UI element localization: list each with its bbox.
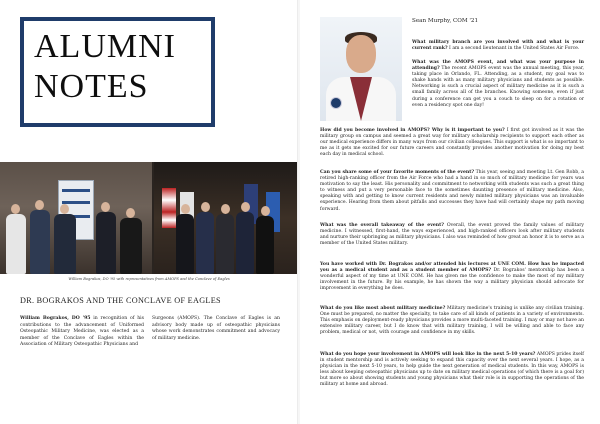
qa-answer: This year, seeing and meeting Lt. Gen Robb, a retired high-ranking officer from the Air Force who had a hand in so much of military medicine for years was motivation to say the least. His personality and commitment to networking with students was such a great thing to witness and put a very personable face to the sometimes daunting presence of military medicine. Also, speaking with and getting to know current residents and newly minted military physicians was an invaluable experience. Hearing from them about pitfalls and successes they have had will certainly shape my path moving forward. [320, 170, 584, 212]
photo-caption: William Bograkos, DO '95 with representatives from AMOPS and the Conclave of Eagles [68, 277, 230, 281]
article-column-1-text: in recognition of his contributions to the advancement of Uniformed Osteopathic Military Medicine, was elected as a member of the Conclave of Eagles within the Association of Military Osteopathic Physicians and [20, 316, 145, 348]
qa-question: You have worked with Dr. Bograkos and/or attended his lectures at UNE COM. How has he impacted you as a medical student and as a student member of AMOPS? [320, 262, 584, 274]
qa-item-1 [412, 40, 584, 52]
qa-answer: I am a second lieutenant in the United States Air Force. [447, 46, 580, 52]
masthead [20, 17, 215, 127]
qa-item-4 [320, 170, 584, 213]
group-photo-right [154, 162, 298, 274]
profile-name: Sean Murphy, COM '21 [412, 18, 479, 24]
qa-question: What was the overall takeaway of the event? [320, 223, 444, 228]
qa-item-2 [412, 60, 584, 109]
group-photo-left [0, 162, 152, 274]
article-column-1 [20, 316, 144, 349]
uniform-patch-icon [330, 97, 342, 109]
article-person-name: William Bograkos, DO '95 [20, 316, 91, 321]
qa-answer: AMOPS prides itself in student mentorship and is actively seeking to expand this capacity over the next several years. I hope, as a physician in the next 5-10 years, to help guide the next generation of medical students. In this way, AMOPS is less about keeping osteopathic physicians up to date on military medical operations (of which there is a goal for) but more so about showing students and young physicians what their role is in supporting the operations of the military at home and abroad. [320, 352, 585, 388]
qa-question: Can you share some of your favorite moments of the event? [320, 170, 475, 175]
qa-item-7 [320, 306, 584, 336]
article-title: DR. BOGRAKOS AND THE CONCLAVE OF EAGLES [20, 296, 221, 305]
qa-answer: Overall, the event proved the family values of military medicine. I witnessed, first-hand, the ways experienced, and high-ranked officers look after military students and nurture their upbringing as military physicians. I also was reminded of how great an honor it is to serve as a member of the United States military. [320, 223, 584, 247]
qa-question: What military branch are you involved with and what is your current rank? [412, 40, 584, 52]
masthead-line-1: ALUMNI [34, 28, 176, 65]
qa-item-3 [320, 128, 584, 158]
qa-question: What was the AMOPS event, and what was your purpose in attending? [412, 60, 584, 72]
qa-item-8 [320, 352, 584, 389]
article-column-2-text: Surgeons (AMOPS). The Conclave of Eagles is an advisory body made up of osteopathic physicians whose work demonstrates commitment and advocacy of military medicine. [152, 316, 280, 341]
event-photos [0, 162, 298, 274]
profile-photo [320, 17, 402, 121]
article-column-2 [152, 316, 280, 342]
qa-item-5 [320, 223, 584, 247]
masthead-line-2: NOTES [34, 68, 149, 105]
qa-answer: Military medicine's training is unlike any civilian training. One must be prepared, no matter the specialty, to take care of all kinds of patients in a variety of environments. This emphasis on deployment-ready physicians provides a more multi-faceted training. I may or may not have an extensive military career, but I do know that with military training, I will be willing and able to face any problem, medical or not, with courage and confidence in my skills. [320, 306, 585, 336]
qa-answer: The recent AMOPS event was the annual meeting, this year, taking place in Orlando, FL. Attending, as a student, my goal was to shake hands with as many military physicians and students as possible. Networking is such a crucial aspect of military medicine as it is such a small family across all of the branches. Knowing someone, even if just during a conference can get you a couch to sleep on for a rotation or even a residency spot one day! [412, 66, 584, 108]
qa-answer: Dr. Bograkos' mentorship has been a wonderful aspect of my time at UNE COM. He has given me the confidence to make the most of my military involvement in the future. By his example, he has shown the way a military physician should advocate for improvement in everything he does. [320, 268, 584, 292]
left-page [0, 0, 298, 424]
qa-question: What do you like most about military medicine? [320, 306, 446, 311]
qa-answer: I first got involved as it was the military group on campus and seemed a great way for military scholarship recipients to support each other as our medical experience differs in many ways from our civilian colleagues. This support is what is so important to me as it gets me excited for our future careers and constantly provides another motivation for doing my best each day in medical school. [320, 128, 584, 158]
right-page [300, 0, 600, 424]
qa-question: How did you become involved in AMOPS? Why is it important to you? [320, 128, 505, 133]
qa-item-6 [320, 262, 584, 292]
qa-question: What do you hope your involvement in AMOPS will look like in the next 5-10 years? [320, 352, 536, 357]
